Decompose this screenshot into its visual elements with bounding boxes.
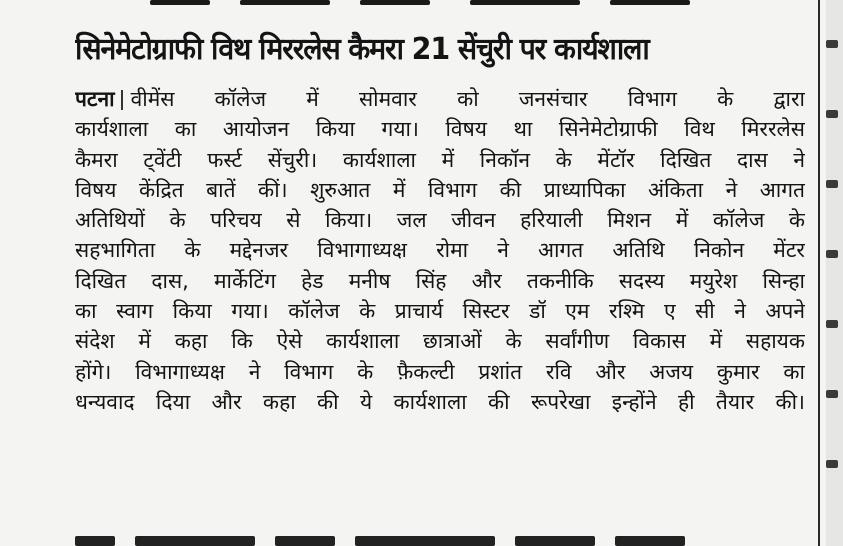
- previous-article-clipped-text: [0, 0, 843, 22]
- article-headline: सिनेमेटोग्राफी विथ मिररलेस कैमरा 21 सेंचुरी पर कार्यशाला: [75, 32, 649, 67]
- article-line-3: कैमरा ट्वेंटी फर्स्ट सेंचुरी। कार्यशाला में निकॉन के मेंटॉर दिखित दास ने: [75, 147, 805, 172]
- article-line-6: सहभागिता के मद्देनजर विभागाध्यक्ष रोमा ने आगत अतिथि निकोन मेंटर: [75, 238, 805, 263]
- article-line-5: अतिथियों के परिचय से किया। जल जीवन हरियाली मिशन में कॉलेज के: [75, 208, 805, 233]
- article-line-1: [75, 84, 805, 114]
- adjacent-column-clipped: [826, 0, 843, 546]
- article-line-10: होंगे। विभागाध्यक्ष ने विभाग के फ़ैकल्टी प्रशांत रवि और अजय कुमार का: [75, 359, 805, 384]
- article-body: [75, 84, 805, 512]
- next-headline-clipped: [75, 522, 695, 546]
- article-line-8: का स्वाग किया गया। कॉलेज के प्राचार्य सिस्टर डॉ एम रश्मि ए सी ने अपने: [75, 299, 805, 324]
- article-line-7: दिखित दास, मार्केटिंग हेड मनीष सिंह और तकनीकि सदस्य मयुरेश सिन्हा: [75, 268, 805, 293]
- article-line-1-text: वीमेंस कॉलेज में सोमवार को जनसंचार विभाग के द्वारा: [130, 87, 805, 111]
- article-line-9: संदेश में कहा कि ऐसे कार्यशाला छात्राओं के सर्वांगीण विकास में सहायक: [75, 329, 805, 354]
- dateline: पटना: [75, 87, 115, 111]
- dateline-separator: [121, 90, 123, 110]
- column-divider: [818, 0, 820, 546]
- article-line-2: कार्यशाला का आयोजन किया गया। विषय था सिनेमेटोग्राफी विथ मिररलेस: [75, 117, 805, 142]
- article-line-11: धन्यवाद दिया और कहा की ये कार्यशाला की रूपरेखा इन्होंने ही तैयार की।: [75, 389, 805, 414]
- article-line-4: विषय केंद्रित बातें कीं। शुरुआत में विभाग की प्राध्यापिका अंकिता ने आगत: [75, 177, 805, 202]
